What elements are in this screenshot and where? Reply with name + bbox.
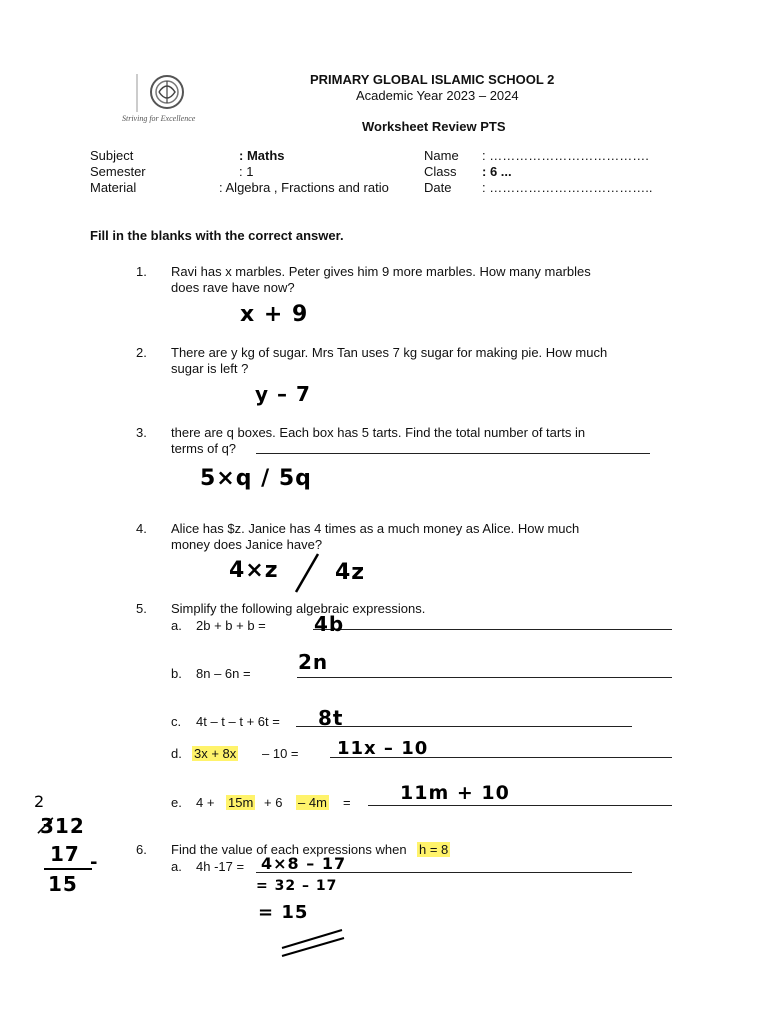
margin-work-15: 15 xyxy=(48,872,78,896)
q3-text-line2: terms of q? xyxy=(171,441,237,456)
q5c-answer-line xyxy=(296,726,632,727)
q5e-highlight-15m: 15m xyxy=(228,795,254,810)
q1-number: 1. xyxy=(136,264,147,279)
logo-motto: Striving for Excellence xyxy=(122,114,196,123)
q5d-highlighted-terms: 3x + 8x xyxy=(194,746,237,761)
q1-text-line2: does rave have now? xyxy=(171,280,295,295)
subject-label: Subject xyxy=(90,148,134,163)
q5e-pre: 4 + xyxy=(196,795,215,810)
q5c-expression: 4t – t – t + 6t = xyxy=(196,714,280,729)
q4-number: 4. xyxy=(136,521,147,536)
q2-handwritten-answer: y – 7 xyxy=(255,382,311,406)
q6-condition: h = 8 xyxy=(419,842,449,857)
school-name: PRIMARY GLOBAL ISLAMIC SCHOOL 2 xyxy=(310,72,555,87)
semester-label: Semester xyxy=(90,164,146,179)
q3-number: 3. xyxy=(136,425,147,440)
q5b-handwritten-answer: 2n xyxy=(298,650,329,674)
q6a-working-line3: = 15 xyxy=(258,902,309,923)
q5-text: Simplify the following algebraic expressions. xyxy=(171,601,426,616)
q5e-label: e. xyxy=(171,795,182,810)
q2-text-line2: sugar is left ? xyxy=(171,361,249,376)
q5e-highlight-4m: – 4m xyxy=(298,795,327,810)
q2-text-line1: There are y kg of sugar. Mrs Tan uses 7 kg sugar for making pie. How much xyxy=(171,345,608,360)
q6a-expression: 4h -17 = xyxy=(196,859,245,874)
q5b-answer-line xyxy=(297,677,672,678)
margin-work-312: 3̸12 xyxy=(40,814,85,838)
q4-text-line1: Alice has $z. Janice has 4 times as a much money as Alice. How much xyxy=(171,521,580,536)
q5b-expression: 8n – 6n = xyxy=(196,666,251,681)
q1-text-line1: Ravi has x marbles. Peter gives him 9 more marbles. How many marbles xyxy=(171,264,591,279)
q5e-post: = xyxy=(343,795,351,810)
class-value: : 6 ... xyxy=(482,164,512,179)
q5d-label: d. xyxy=(171,746,182,761)
date-value: : ……………………………….. xyxy=(482,180,653,195)
q6a-double-underline xyxy=(278,926,348,960)
q3-handwritten-answer: 5×q / 5q xyxy=(200,466,312,491)
q6-text: Find the value of each expressions when xyxy=(171,842,407,857)
semester-value: : 1 xyxy=(239,164,254,179)
q6a-working-line1: 4×8 – 17 xyxy=(261,854,347,873)
q6-number: 6. xyxy=(136,842,147,857)
instruction: Fill in the blanks with the correct answer. xyxy=(90,228,344,243)
q5b-label: b. xyxy=(171,666,182,681)
class-label: Class xyxy=(424,164,457,179)
q5c-label: c. xyxy=(171,714,182,729)
q5c-handwritten-answer: 8t xyxy=(318,706,344,730)
q4-slash-mark xyxy=(292,552,322,594)
material-label: Material xyxy=(90,180,137,195)
margin-fraction-line xyxy=(44,868,92,870)
q4-handwritten-answer-b: 4z xyxy=(335,560,366,585)
q5e-mid: + 6 xyxy=(264,795,283,810)
q5d-expression-rest: – 10 = xyxy=(262,746,299,761)
q2-number: 2. xyxy=(136,345,147,360)
academic-year: Academic Year 2023 – 2024 xyxy=(356,88,519,103)
q6a-label: a. xyxy=(171,859,182,874)
name-label: Name xyxy=(424,148,459,163)
q1-handwritten-answer: x + 9 xyxy=(240,302,309,327)
q3-text-line1: there are q boxes. Each box has 5 tarts. Find the total number of tarts in xyxy=(171,425,586,440)
q5a-handwritten-answer: 4b xyxy=(314,612,345,636)
worksheet-title: Worksheet Review PTS xyxy=(362,119,506,134)
q6a-working-line2: = 32 – 17 xyxy=(256,878,338,894)
name-value: : ………………………………. xyxy=(482,148,649,163)
subject-value: : Maths xyxy=(239,148,285,163)
q5-number: 5. xyxy=(136,601,147,616)
margin-work-17: 17 xyxy=(50,842,80,866)
q5a-answer-line xyxy=(313,629,672,630)
date-label: Date xyxy=(424,180,452,195)
q5e-handwritten-answer: 11m + 10 xyxy=(400,782,510,804)
q5e-answer-line xyxy=(368,805,672,806)
material-value: : Algebra , Fractions and ratio xyxy=(219,180,389,195)
q4-handwritten-answer-a: 4×z xyxy=(229,558,279,583)
margin-work-minus: - xyxy=(90,852,99,873)
q5a-expression: 2b + b + b = xyxy=(196,618,266,633)
q4-text-line2: money does Janice have? xyxy=(171,537,323,552)
q3-answer-line xyxy=(256,453,650,454)
margin-work-2: 2 xyxy=(34,792,46,811)
q5a-label: a. xyxy=(171,618,182,633)
q5d-handwritten-answer: 11x – 10 xyxy=(337,738,429,759)
